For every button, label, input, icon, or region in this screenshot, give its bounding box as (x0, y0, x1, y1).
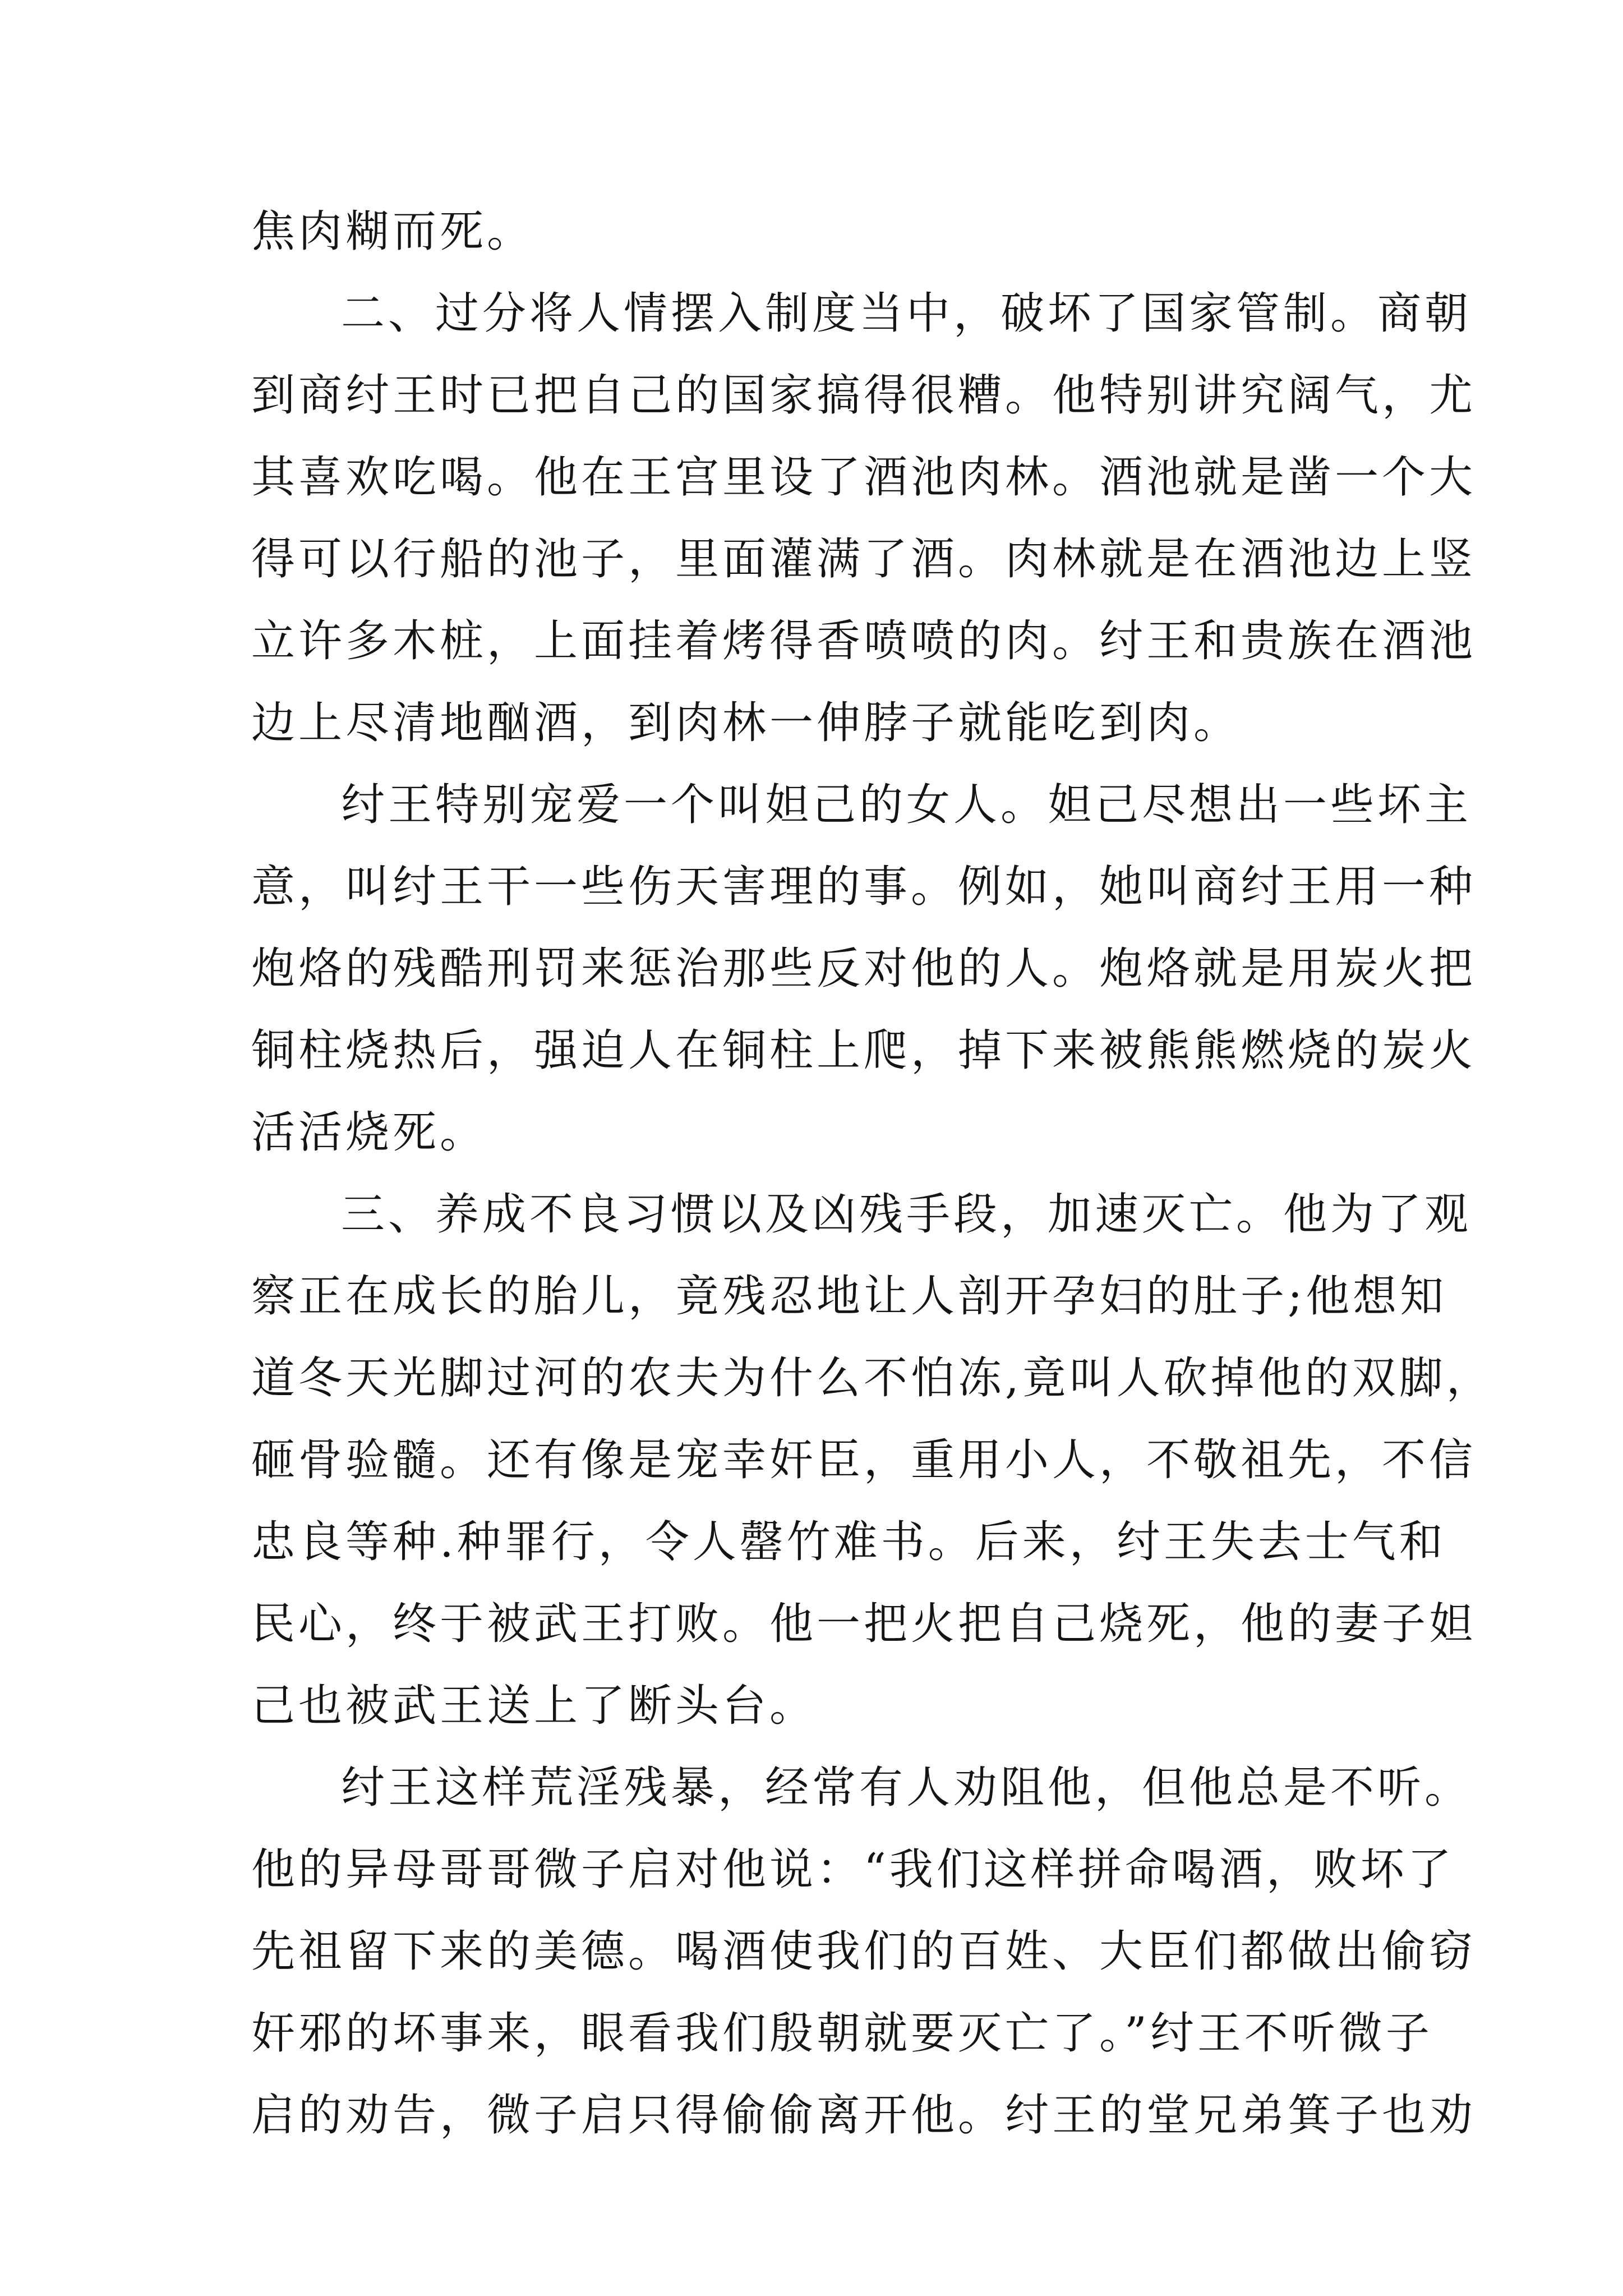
paragraph (251, 191, 1378, 273)
text-line: 砸骨验髓。还有像是宠幸奸臣，重用小人，不敬祖先，不信 (251, 1435, 1477, 1485)
text-line: 立许多木桩，上面挂着烤得香喷喷的肉。纣王和贵族在酒池 (251, 616, 1477, 666)
text-line: 其喜欢吃喝。他在王宫里设了酒池肉林。酒池就是凿一个大 (251, 452, 1477, 503)
text-line: 边上尽清地酗酒，到肉林一伸脖子就能吃到肉。 (251, 698, 1241, 748)
paragraph (251, 764, 1477, 1174)
text-line: 己也被武王送上了断头台。 (251, 1681, 817, 1731)
text-line: 他的异母哥哥微子启对他说：“我们这样拼命喝酒，败坏了 (251, 1844, 1455, 1895)
text-line: 到商纣王时已把自己的国家搞得很糟。他特别讲究阔气，尤 (251, 370, 1477, 421)
text-line: 意，叫纣王干一些伤天害理的事。例如，她叫商纣王用一种 (251, 862, 1477, 912)
text-line: 二、过分将人情摆入制度当中，破坏了国家管制。商朝 (341, 288, 1472, 339)
text-line: 民心，终于被武王打败。他一把火把自己烧死，他的妻子妲 (251, 1599, 1477, 1649)
text-line: 忠良等种.种罪行，令人罄竹难书。后来，纣王失去士气和 (251, 1517, 1446, 1567)
paragraph (251, 1174, 1493, 1747)
text-line: 道冬天光脚过河的农夫为什么不怕冻,竟叫人砍掉他的双脚， (251, 1353, 1493, 1404)
paragraph (251, 273, 1477, 764)
text-line: 察正在成长的胎儿，竟残忍地让人剖开孕妇的肚子;他想知 (251, 1271, 1447, 1322)
text-line: 三、养成不良习惯以及凶残手段，加速灭亡。他为了观 (341, 1189, 1472, 1240)
body-text (251, 191, 1493, 2156)
text-line: 炮烙的残酷刑罚来惩治那些反对他的人。炮烙就是用炭火把 (251, 944, 1477, 994)
text-line: 奸邪的坏事来，眼看我们殷朝就要灭亡了。”纣王不听微子 (251, 2008, 1433, 2059)
text-line: 纣王这样荒淫残暴，经常有人劝阻他，但他总是不听。 (341, 1763, 1472, 1813)
text-line: 纣王特别宠爱一个叫妲己的女人。妲己尽想出一些坏主 (341, 780, 1472, 830)
text-line: 先祖留下来的美德。喝酒使我们的百姓、大臣们都做出偷窃 (251, 1926, 1477, 1977)
text-line: 活活烧死。 (251, 1107, 487, 1158)
paragraph (251, 1747, 1477, 2156)
text-line: 得可以行船的池子，里面灌满了酒。肉林就是在酒池边上竖 (251, 534, 1477, 585)
text-line: 启的劝告，微子启只得偷偷离开他。纣王的堂兄弟箕子也劝 (251, 2090, 1477, 2141)
text-line: 焦肉糊而死。 (251, 206, 534, 257)
text-line: 铜柱烧热后，强迫人在铜柱上爬，掉下来被熊熊燃烧的炭火 (251, 1025, 1477, 1076)
